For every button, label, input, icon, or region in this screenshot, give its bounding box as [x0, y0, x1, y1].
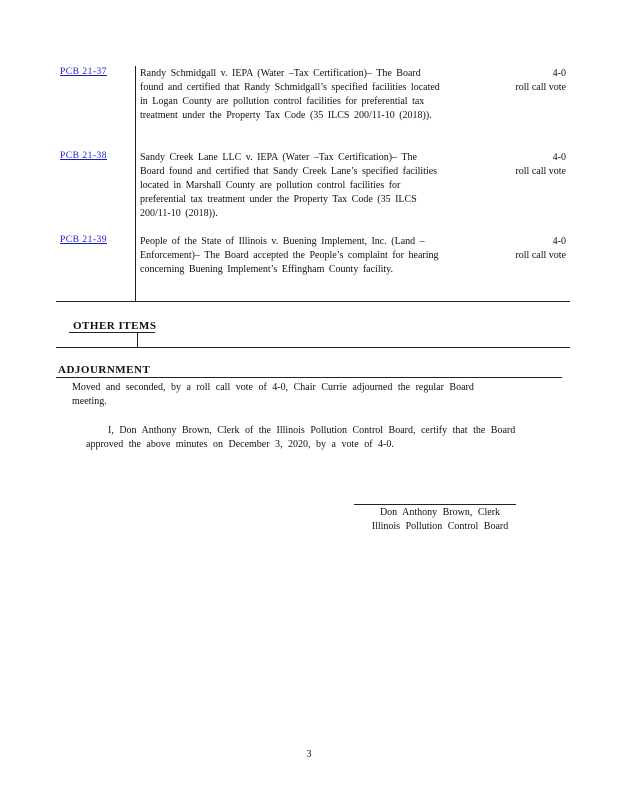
case-row: [56, 151, 572, 231]
case-number-link[interactable]: PCB 21-37: [60, 67, 107, 77]
adjournment-text: Moved and seconded, by a roll call vote of 4-0, Chair Currie adjourned the regular Board meeting.: [72, 382, 474, 407]
case-description: Sandy Creek Lane LLC v. IEPA (Water –Tax Certification)– The Board found and certified that Sandy Creek Lane’s specified facilities located in Marshall County are pollution control facilities for preferential tax treatment under the Property Tax Code (35 ILCS 200/11-10 (2018)).: [140, 152, 438, 219]
other-items-underline: [69, 332, 155, 333]
signature-line: [354, 504, 516, 505]
vote-tally: 4-0: [552, 152, 566, 163]
certification-text: I, Don Anthony Brown, Clerk of the Illinois Pollution Control Board, certify that the Board approved the above minutes on December 3, 2020, by a vote of 4-0.: [86, 425, 516, 450]
case-number-link[interactable]: PCB 21-39: [60, 235, 107, 245]
vote-type: roll call vote: [515, 82, 566, 93]
signature-block: [350, 506, 530, 534]
case-row: [56, 235, 572, 299]
case-row: [56, 67, 572, 147]
case-vote: [486, 235, 566, 263]
signatory-title: Illinois Pollution Control Board: [371, 521, 509, 532]
vote-type: roll call vote: [515, 166, 566, 177]
other-items-divider: [137, 333, 138, 347]
other-items-table-rule: [56, 347, 570, 348]
page-number: 3: [306, 749, 312, 760]
adjournment-underline: [56, 377, 562, 378]
case-description: Randy Schmidgall v. IEPA (Water –Tax Certification)– The Board found and certified that Randy Schmidgall’s specified facilities located in Logan County are pollution control facilities for preferential tax treatment under the Property Tax Code (35 ILCS 200/11-10 (2018)).: [140, 68, 440, 121]
vote-type: roll call vote: [515, 250, 566, 261]
vote-tally: 4-0: [552, 236, 566, 247]
case-vote: [486, 67, 566, 95]
adjournment-heading: ADJOURNMENT: [58, 364, 151, 376]
table-bottom-rule: [56, 301, 570, 302]
table-column-divider: [135, 66, 136, 301]
case-number-link[interactable]: PCB 21-38: [60, 151, 107, 161]
case-vote: [486, 151, 566, 179]
case-description: People of the State of Illinois v. Buening Implement, Inc. (Land –Enforcement)– The Board accepted the People’s complaint for hearing concerning Buening Implement’s Effingham County facility.: [140, 236, 439, 275]
vote-tally: 4-0: [552, 68, 566, 79]
other-items-heading: OTHER ITEMS: [73, 320, 157, 332]
signatory-name: Don Anthony Brown, Clerk: [379, 507, 501, 518]
